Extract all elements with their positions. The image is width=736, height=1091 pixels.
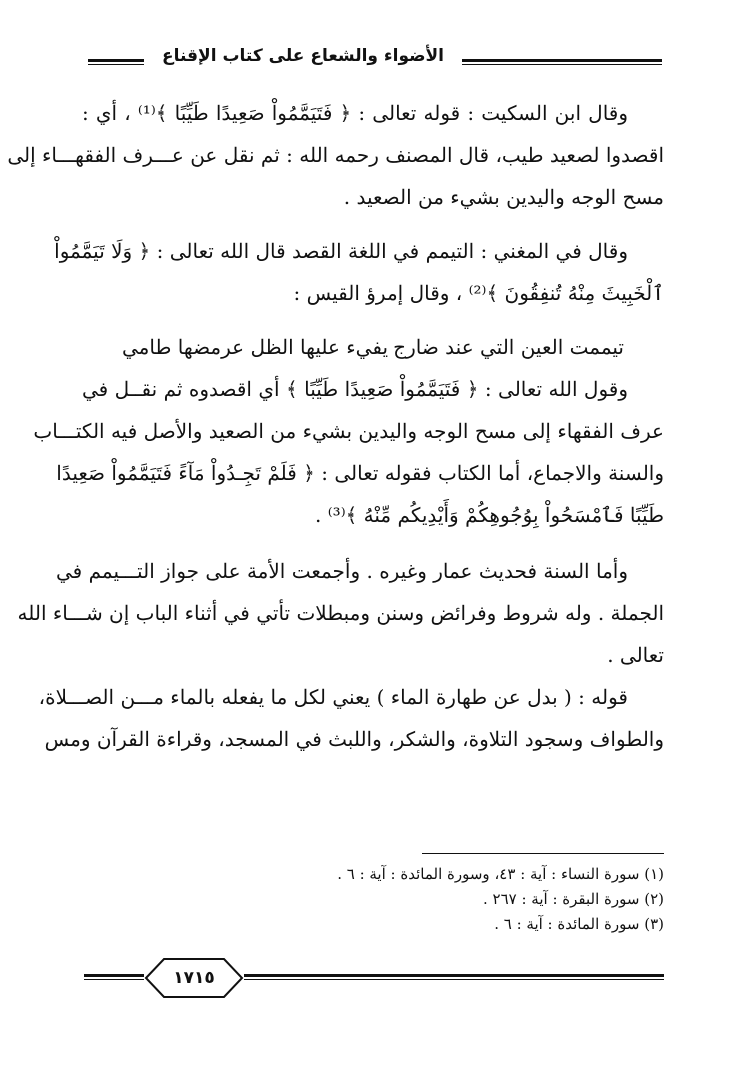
page-number-badge xyxy=(144,956,244,1000)
text-line: وقال في المغني : التيمم في اللغة القصد قال الله تعالى : ﴿ وَلَا تَيَمَّمُواْ xyxy=(54,239,628,263)
main-text xyxy=(7,92,664,760)
poetry-verse xyxy=(82,326,664,368)
footer-rule-right xyxy=(244,974,664,980)
header-title: الأضواء والشعاع على كتاب الإقناع xyxy=(161,46,445,66)
text-line: اقصدوا لصعيد طيب، قال المصنف رحمه الله : ثم نقل عن عـــرف الفقهـــاء إلى xyxy=(7,143,664,167)
verse-second-hemistich: يفيء عليها الظل عرمضها طامي xyxy=(122,335,389,359)
footnote: (١) سورة النساء : آية : ٤٣، وسورة المائدة : آية : ٦ . xyxy=(337,865,664,883)
footer-rule-left xyxy=(84,974,144,980)
text-line: والطواف وسجود التلاوة، والشكر، واللبث في المسجد، وقراءة القرآن ومس xyxy=(44,727,664,751)
text-line: وقول الله تعالى : ﴿ فَتَيَمَّمُواْ صَعِيدًا طَيِّبًا ﴾ أي اقصدوه ثم نقــل في xyxy=(82,377,628,401)
text-line: وأما السنة فحديث عمار وغيره . وأجمعت الأمة على جواز التـــيمم في xyxy=(55,559,628,583)
text-line: عرف الفقهاء إلى مسح الوجه واليدين بشيء من الصعيد والأصل فيه الكتـــاب xyxy=(33,419,664,443)
footnote: (٢) سورة البقرة : آية : ٢٦٧ . xyxy=(483,890,664,908)
text-line: الجملة . وله شروط وفرائض وسنن ومبطلات تأتي في أثناء الباب إن شـــاء الله xyxy=(17,601,664,625)
text-line: ٱلْخَبِيثَ مِنْهُ تُنفِقُونَ ﴾⁽²⁾ ، وقال إمرؤ القيس : xyxy=(293,281,664,305)
header-rule-right xyxy=(462,59,662,65)
text-line: تعالى . xyxy=(607,643,664,667)
text-line: مسح الوجه واليدين بشيء من الصعيد . xyxy=(343,185,664,209)
text-line: قوله : ( بدل عن طهارة الماء ) يعني لكل ما يفعله بالماء مـــن الصـــلاة، xyxy=(38,685,628,709)
footnote: (٣) سورة المائدة : آية : ٦ . xyxy=(494,915,664,933)
text-line: والسنة والاجماع، أما الكتاب فقوله تعالى : ﴿ فَلَمْ تَجِـدُواْ مَآءً فَتَيَمَّمُواْ صَعِيدًا xyxy=(56,461,664,485)
text-line: وقال ابن السكيت : قوله تعالى : ﴿ فَتَيَمَّمُواْ صَعِيدًا طَيِّبًا ﴾⁽¹⁾ ، أي : xyxy=(82,101,629,125)
running-header xyxy=(84,44,664,74)
header-rule-left xyxy=(88,59,144,65)
page-footer xyxy=(84,956,664,1016)
footnotes xyxy=(240,862,664,937)
text-line: طَيِّبًا فَٱمْسَحُواْ بِوُجُوهِكُمْ وَأَيْدِيكُم مِّنْهُ ﴾⁽³⁾ . xyxy=(315,503,664,527)
page-number: ١٧١٥ xyxy=(173,968,215,988)
verse-first-hemistich: تيممت العين التي عند ضارج xyxy=(393,335,624,359)
footnote-separator xyxy=(422,853,664,854)
